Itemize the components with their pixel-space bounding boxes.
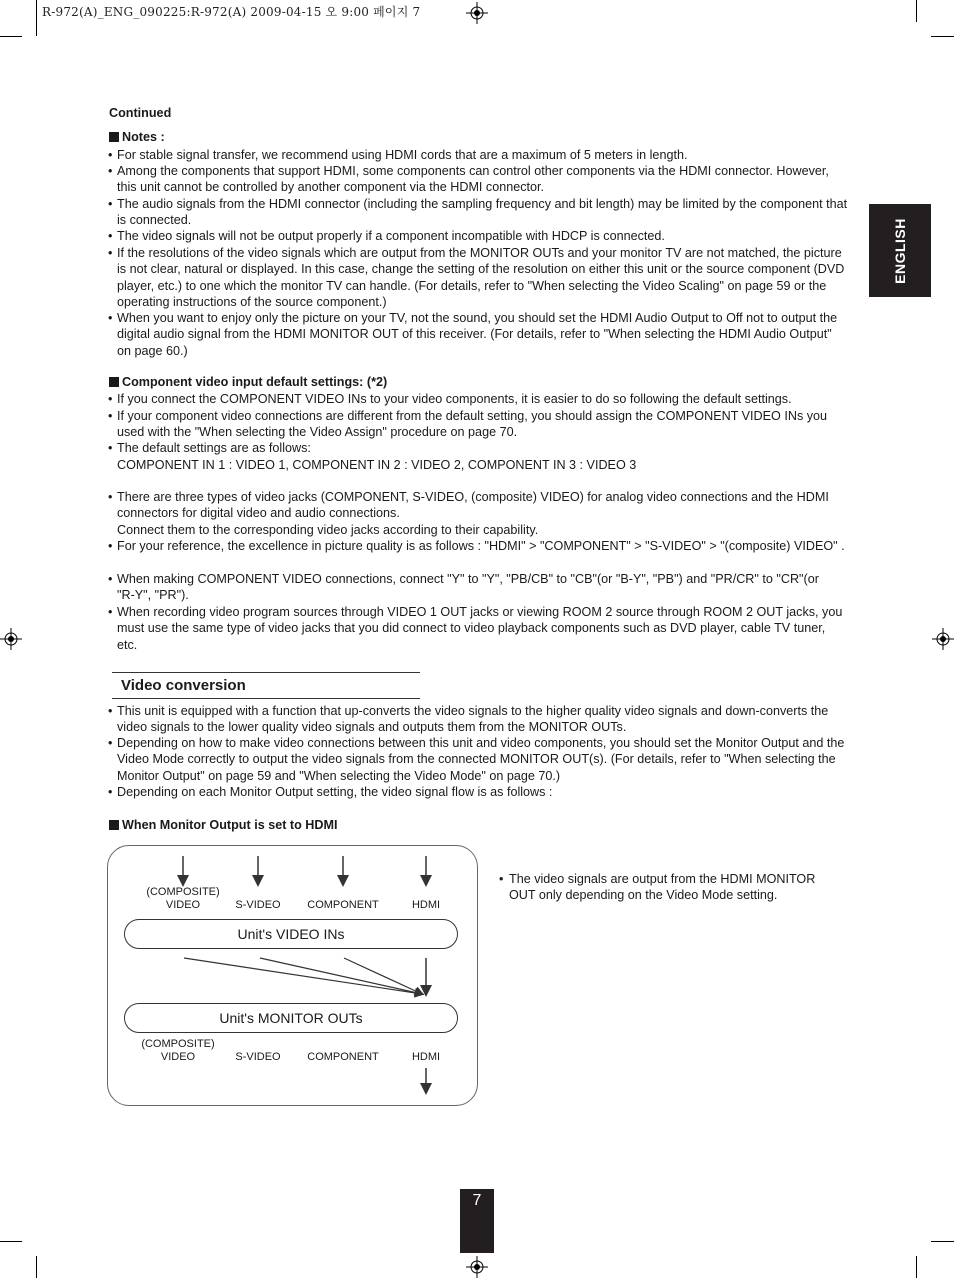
top-label: S-VIDEO	[235, 899, 281, 911]
list-item: • Depending on how to make video connections between this unit and video components, you should set the Monitor Output and the Video Mode correctly to output the video signals from the connected MONITOR OUT(s). (For details, refer to "When selecting the Monitor Output" on page 59 and "When selecting the Video Mode" on page 70.)	[108, 736, 845, 783]
upconvert-arrow-composite	[184, 958, 422, 994]
top-label: (COMPOSITE) VIDEO	[146, 886, 220, 911]
list-item: • If you connect the COMPONENT VIDEO INs to your video components, it is easier to do so following the default settings.	[108, 392, 792, 406]
crop-mark	[36, 0, 37, 36]
list-item: • If your component video connections are different from the default setting, you should assign the COMPONENT VIDEO INs you used with the "When selecting the Video Assign" procedure on page 70.	[108, 409, 828, 440]
registration-mark-icon	[932, 628, 954, 650]
signal-flow-diagram	[107, 845, 478, 1106]
square-bullet-icon	[109, 820, 119, 830]
component-heading: Component video input default settings: (*2)	[109, 375, 387, 389]
video-ins-box: Unit's VIDEO INs	[124, 919, 458, 949]
crop-mark	[36, 1256, 37, 1278]
list-item: • This unit is equipped with a function that up-converts the video signals to the higher quality video signals and down-converts the video signals to the lower quality video signals and outputs them from the MONITOR OUTs.	[108, 704, 829, 735]
page-number: 7	[472, 1192, 482, 1209]
top-label: COMPONENT	[307, 899, 379, 911]
section-title	[112, 672, 420, 699]
language-tab	[869, 204, 931, 297]
square-bullet-icon	[109, 377, 119, 387]
crop-mark	[0, 1241, 22, 1242]
bottom-label: COMPONENT	[307, 1051, 379, 1063]
crop-mark	[916, 0, 917, 22]
component-defaults: COMPONENT IN 1 : VIDEO 1, COMPONENT IN 2 : VIDEO 2, COMPONENT IN 3 : VIDEO 3	[117, 458, 637, 472]
registration-mark-icon	[0, 628, 22, 650]
notes-heading: Notes :	[109, 130, 165, 144]
list-item: • For your reference, the excellence in picture quality is as follows : "HDMI" > "COMPONENT" > "S-VIDEO" > "(composite) VIDEO" .	[108, 539, 845, 553]
list-item: • The video signals will not be output properly if a component incompatible with HDCP is connected.	[108, 229, 665, 243]
list-item: • When making COMPONENT VIDEO connections, connect "Y" to "Y", "PB/CB" to "CB"(or "B-Y", "PB") and "PR/CR" to "CR"(or "R-Y", "PR").	[108, 572, 819, 603]
bottom-label: HDMI	[411, 1051, 441, 1063]
list-item: • The default settings are as follows:	[108, 441, 311, 455]
print-slug: R-972(A)_ENG_090225:R-972(A) 2009-04-15 오 9:00 페이지 7	[42, 5, 421, 19]
list-item: • There are three types of video jacks (COMPONENT, S-VIDEO, (composite) VIDEO) for analog video connections and the HDMI connectors for digital video and audio connections.	[108, 490, 829, 521]
top-label: HDMI	[411, 899, 441, 911]
registration-mark-icon	[466, 1256, 488, 1278]
video-conversion-title: Video conversion	[121, 677, 246, 694]
continued-label: Continued	[109, 106, 172, 120]
list-item: • When you want to enjoy only the picture on your TV, not the sound, you should set the HDMI Audio Output to Off not to output the digital audio signal from the HDMI MONITOR OUT of this receiver. (For details, refer to "When selecting the HDMI Audio Output" on page 60.)	[108, 311, 838, 358]
list-item: • If the resolutions of the video signals which are output from the MONITOR OUTs and your monitor TV are not matched, the picture is not clear, natural or displayed. In this case, change the setting of the resolution on either this unit or the source component (DVD player, etc.) to one which the monitor TV can handle. (For details, refer to "When selecting the Video Scaling" on page 59 or the operating instructions of the source component.)	[108, 246, 845, 310]
crop-mark	[931, 1241, 954, 1242]
signal-arrows	[108, 846, 477, 1105]
list-item: • Among the components that support HDMI, some components can control other components via the HDMI connector. However, this unit cannot be controlled by another component via the HDMI connector.	[108, 164, 829, 195]
list-item: • The audio signals from the HDMI connector (including the sampling frequency and bit length) may be limited by the component that is connected.	[108, 197, 848, 228]
crop-mark	[931, 36, 954, 37]
square-bullet-icon	[109, 132, 119, 142]
diagram-note: • The video signals are output from the HDMI MONITOR OUT only depending on the Video Mode setting.	[499, 872, 816, 903]
hdmi-heading: When Monitor Output is set to HDMI	[109, 818, 337, 832]
monitor-outs-box: Unit's MONITOR OUTs	[124, 1003, 458, 1033]
list-item-continuation: Connect them to the corresponding video jacks according to their capability.	[117, 523, 539, 537]
list-item: • For stable signal transfer, we recommend using HDMI cords that are a maximum of 5 meters in length.	[108, 148, 688, 162]
bottom-label: S-VIDEO	[235, 1051, 281, 1063]
list-item: • When recording video program sources through VIDEO 1 OUT jacks or viewing ROOM 2 source through ROOM 2 OUT jacks, you must use the same type of video jacks that you did connect to video playback components such as DVD player, cable TV tuner, etc.	[108, 605, 843, 652]
language-tab-label: ENGLISH	[892, 217, 908, 284]
bottom-label: (COMPOSITE) VIDEO	[141, 1038, 215, 1063]
upconvert-arrow-svideo	[260, 958, 422, 994]
list-item: • Depending on each Monitor Output setting, the video signal flow is as follows :	[108, 785, 553, 799]
crop-mark	[916, 1256, 917, 1278]
page-number-tab	[460, 1189, 494, 1253]
registration-mark-icon	[466, 2, 488, 24]
crop-mark	[0, 36, 22, 37]
